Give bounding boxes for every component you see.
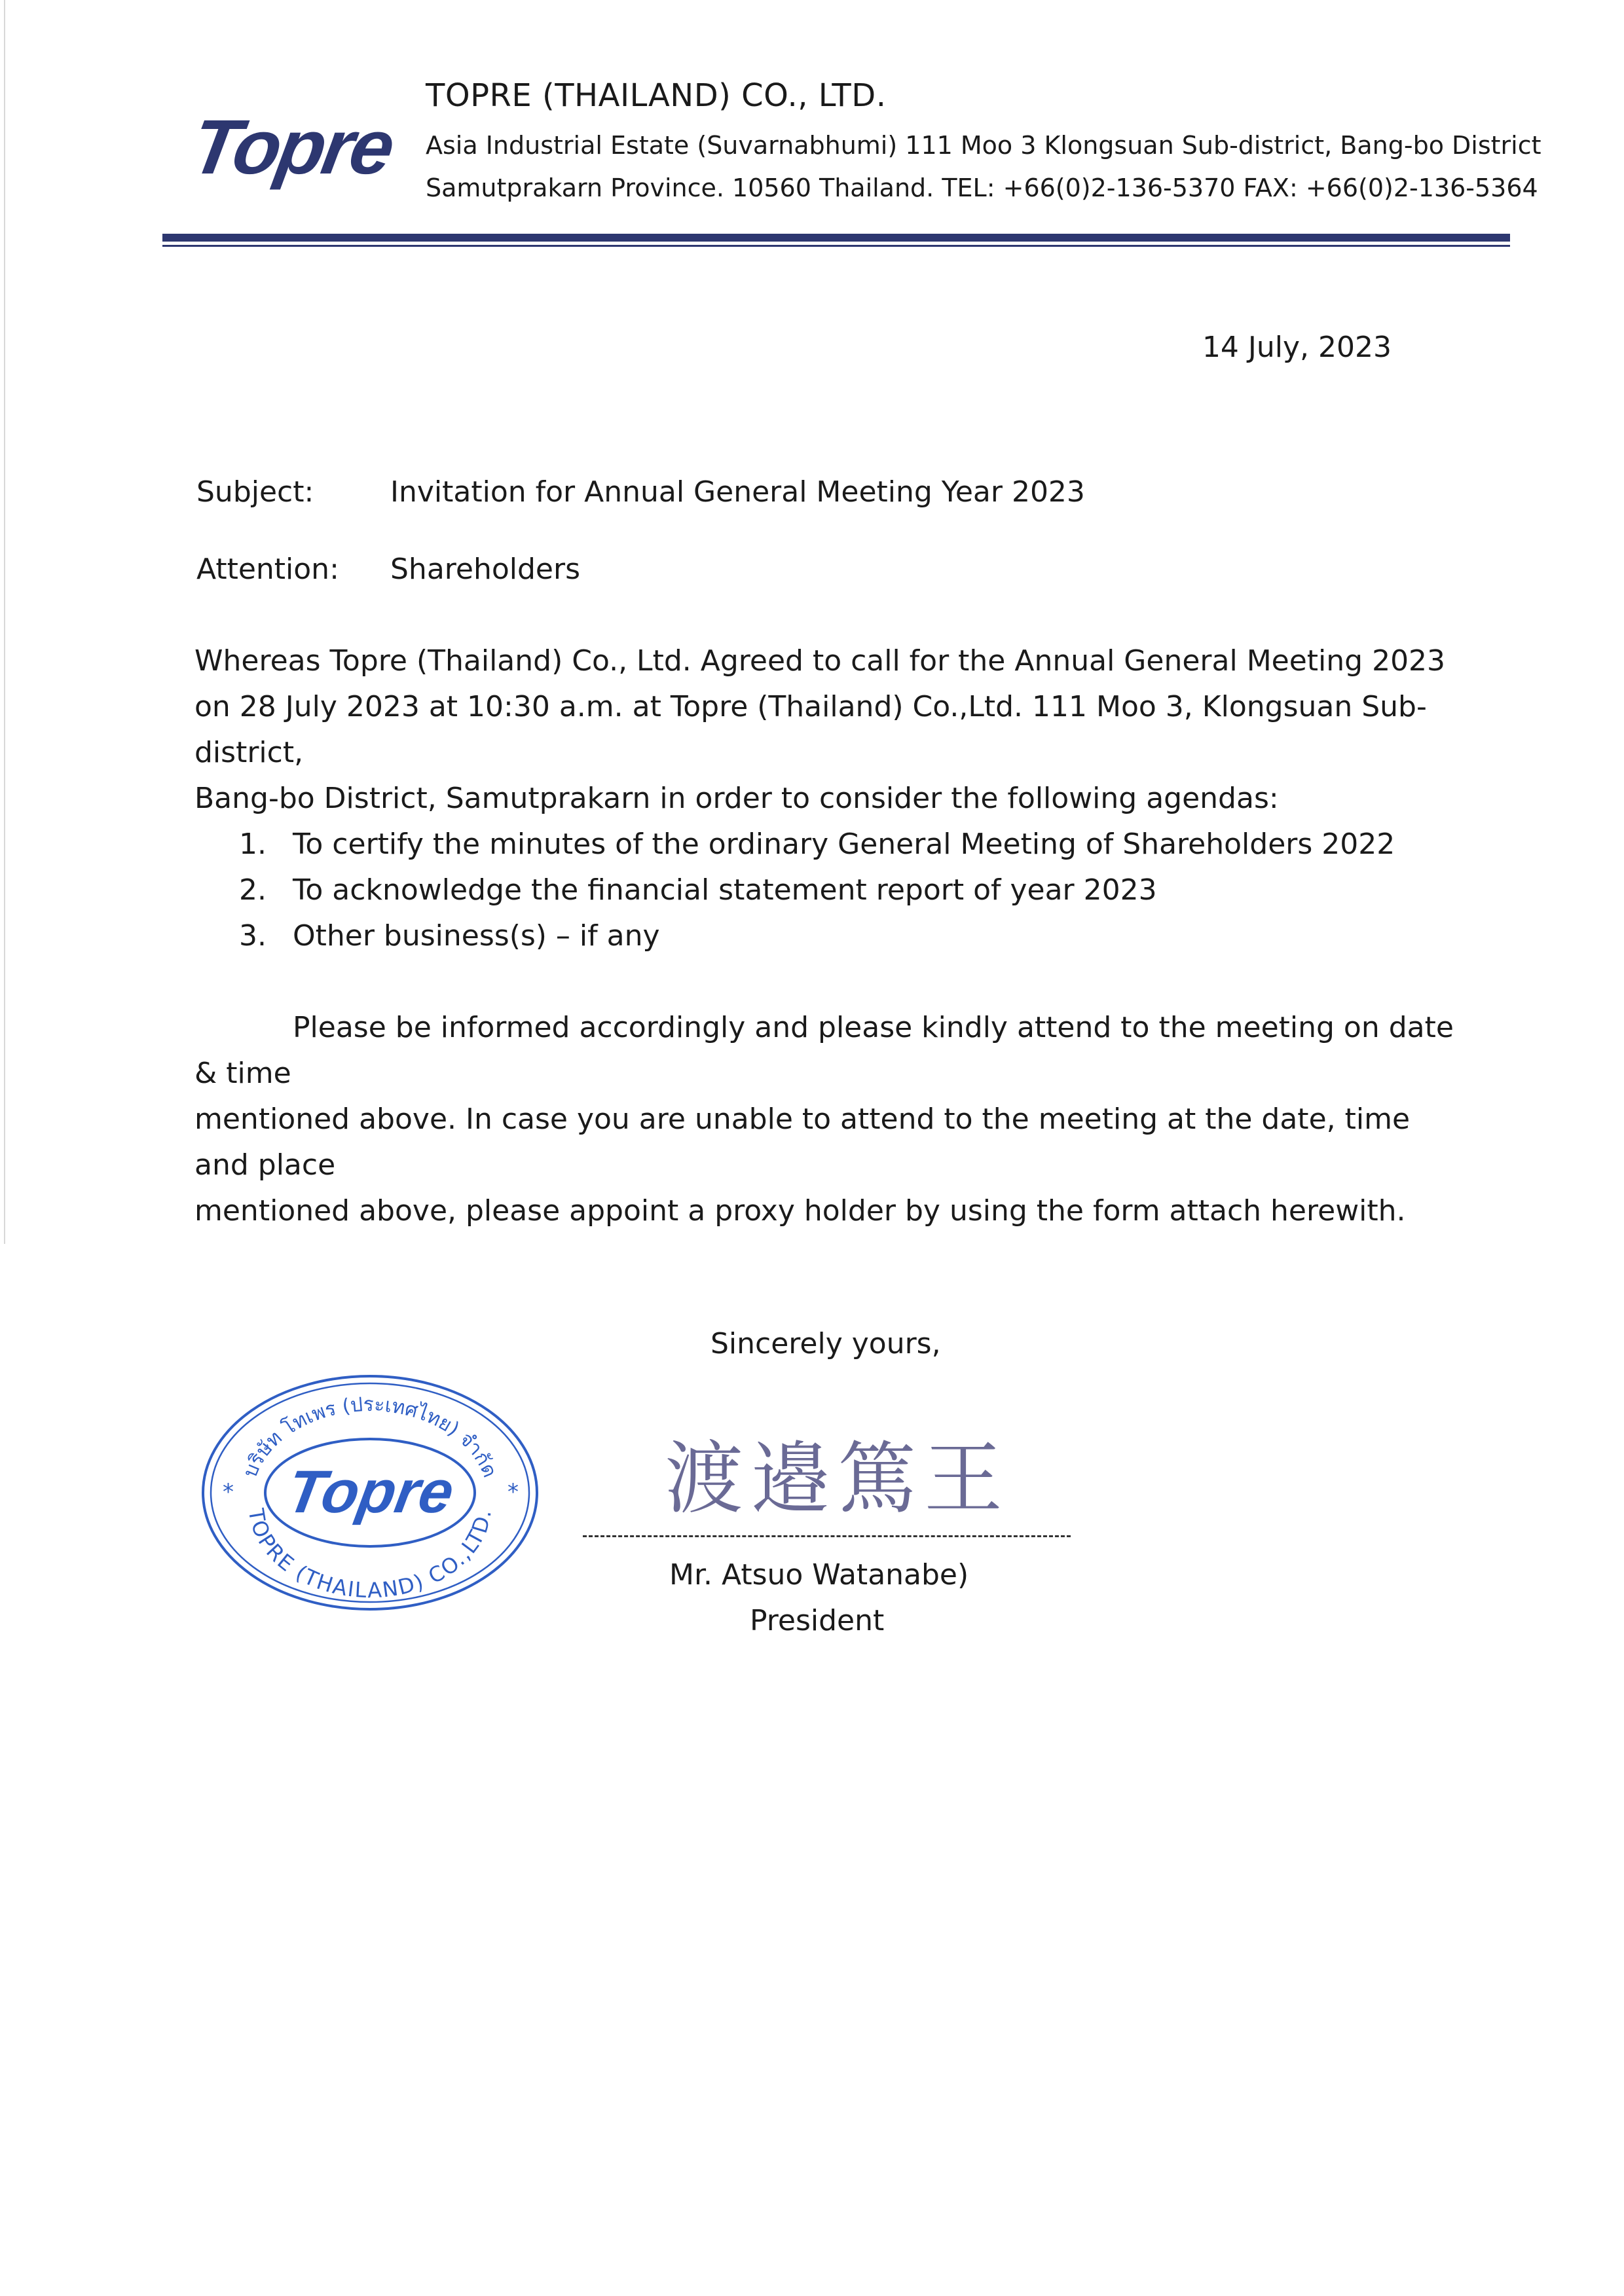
agenda-item — [239, 913, 1395, 959]
topre-logo — [164, 101, 413, 193]
agenda-item — [239, 822, 1395, 867]
agenda-text: Other business(s) – if any — [293, 919, 660, 953]
company-name: TOPRE (THAILAND) CO., LTD. — [426, 77, 887, 114]
attention-value: Shareholders — [390, 553, 581, 586]
company-stamp — [196, 1368, 544, 1617]
company-address-line-1: Asia Industrial Estate (Suvarnabhumi) 111 Moo 3 Klongsuan Sub-district, Bang-bo District — [426, 131, 1541, 160]
signature-line — [583, 1535, 1071, 1537]
subject-label: Subject: — [196, 475, 314, 509]
agenda-number: 3. — [239, 919, 267, 953]
intro-line: Bang-bo District, Samutprakarn in order to consider the following agendas: — [194, 782, 1279, 815]
agenda-item — [239, 867, 1395, 913]
agenda-number: 2. — [239, 873, 267, 907]
svg-text:TOPRE (THAILAND) CO.,LTD.: TOPRE (THAILAND) CO.,LTD. — [243, 1506, 496, 1603]
attention-label: Attention: — [196, 553, 339, 586]
svg-text:*: * — [507, 1479, 519, 1505]
intro-line: Whereas Topre (Thailand) Co., Ltd. Agreed to call for the Annual General Meeting 2023 — [194, 644, 1446, 678]
agenda-number: 1. — [239, 828, 267, 861]
intro-line: on 28 July 2023 at 10:30 a.m. at Topre (Thailand) Co.,Ltd. 111 Moo 3, Klongsuan Sub-district, — [194, 690, 1427, 769]
agenda-text: To acknowledge the financial statement report of year 2023 — [293, 873, 1157, 907]
closing-line: Please be informed accordingly and please kindly attend to the meeting on date & time — [194, 1011, 1454, 1090]
letter-date: 14 July, 2023 — [1202, 331, 1392, 364]
agenda-list — [239, 822, 1395, 959]
signer-name: Mr. Atsuo Watanabe) — [669, 1558, 969, 1592]
intro-paragraph — [194, 638, 1465, 822]
closing-line: mentioned above, please appoint a proxy holder by using the form attach herewith. — [194, 1194, 1406, 1228]
sign-off-closing: Sincerely yours, — [710, 1327, 941, 1360]
svg-text:บริษัท โทเพร (ประเทศไทย) จำกัด: บริษัท โทเพร (ประเทศไทย) จำกัด — [238, 1393, 502, 1481]
scan-edge — [4, 0, 5, 1244]
signer-title: President — [750, 1604, 885, 1637]
handwritten-signature — [652, 1414, 1012, 1532]
closing-paragraph — [194, 1005, 1465, 1234]
closing-line: mentioned above. In case you are unable to attend to the meeting at the date, time and place — [194, 1102, 1411, 1182]
svg-text:渡邉篤王: 渡邉篤王 — [665, 1434, 1010, 1525]
letterhead-rule-thin — [162, 245, 1510, 247]
letterhead-rule-thick — [162, 234, 1510, 242]
svg-text:Topre: Topre — [185, 103, 399, 191]
company-address-line-2: Samutprakarn Province. 10560 Thailand. TEL: +66(0)2-136-5370 FAX: +66(0)2-136-5364 — [426, 173, 1538, 202]
agenda-text: To certify the minutes of the ordinary General Meeting of Shareholders 2022 — [293, 828, 1395, 861]
svg-text:*: * — [223, 1479, 234, 1505]
subject-value: Invitation for Annual General Meeting Year 2023 — [390, 475, 1085, 509]
svg-text:Topre: Topre — [282, 1457, 459, 1525]
